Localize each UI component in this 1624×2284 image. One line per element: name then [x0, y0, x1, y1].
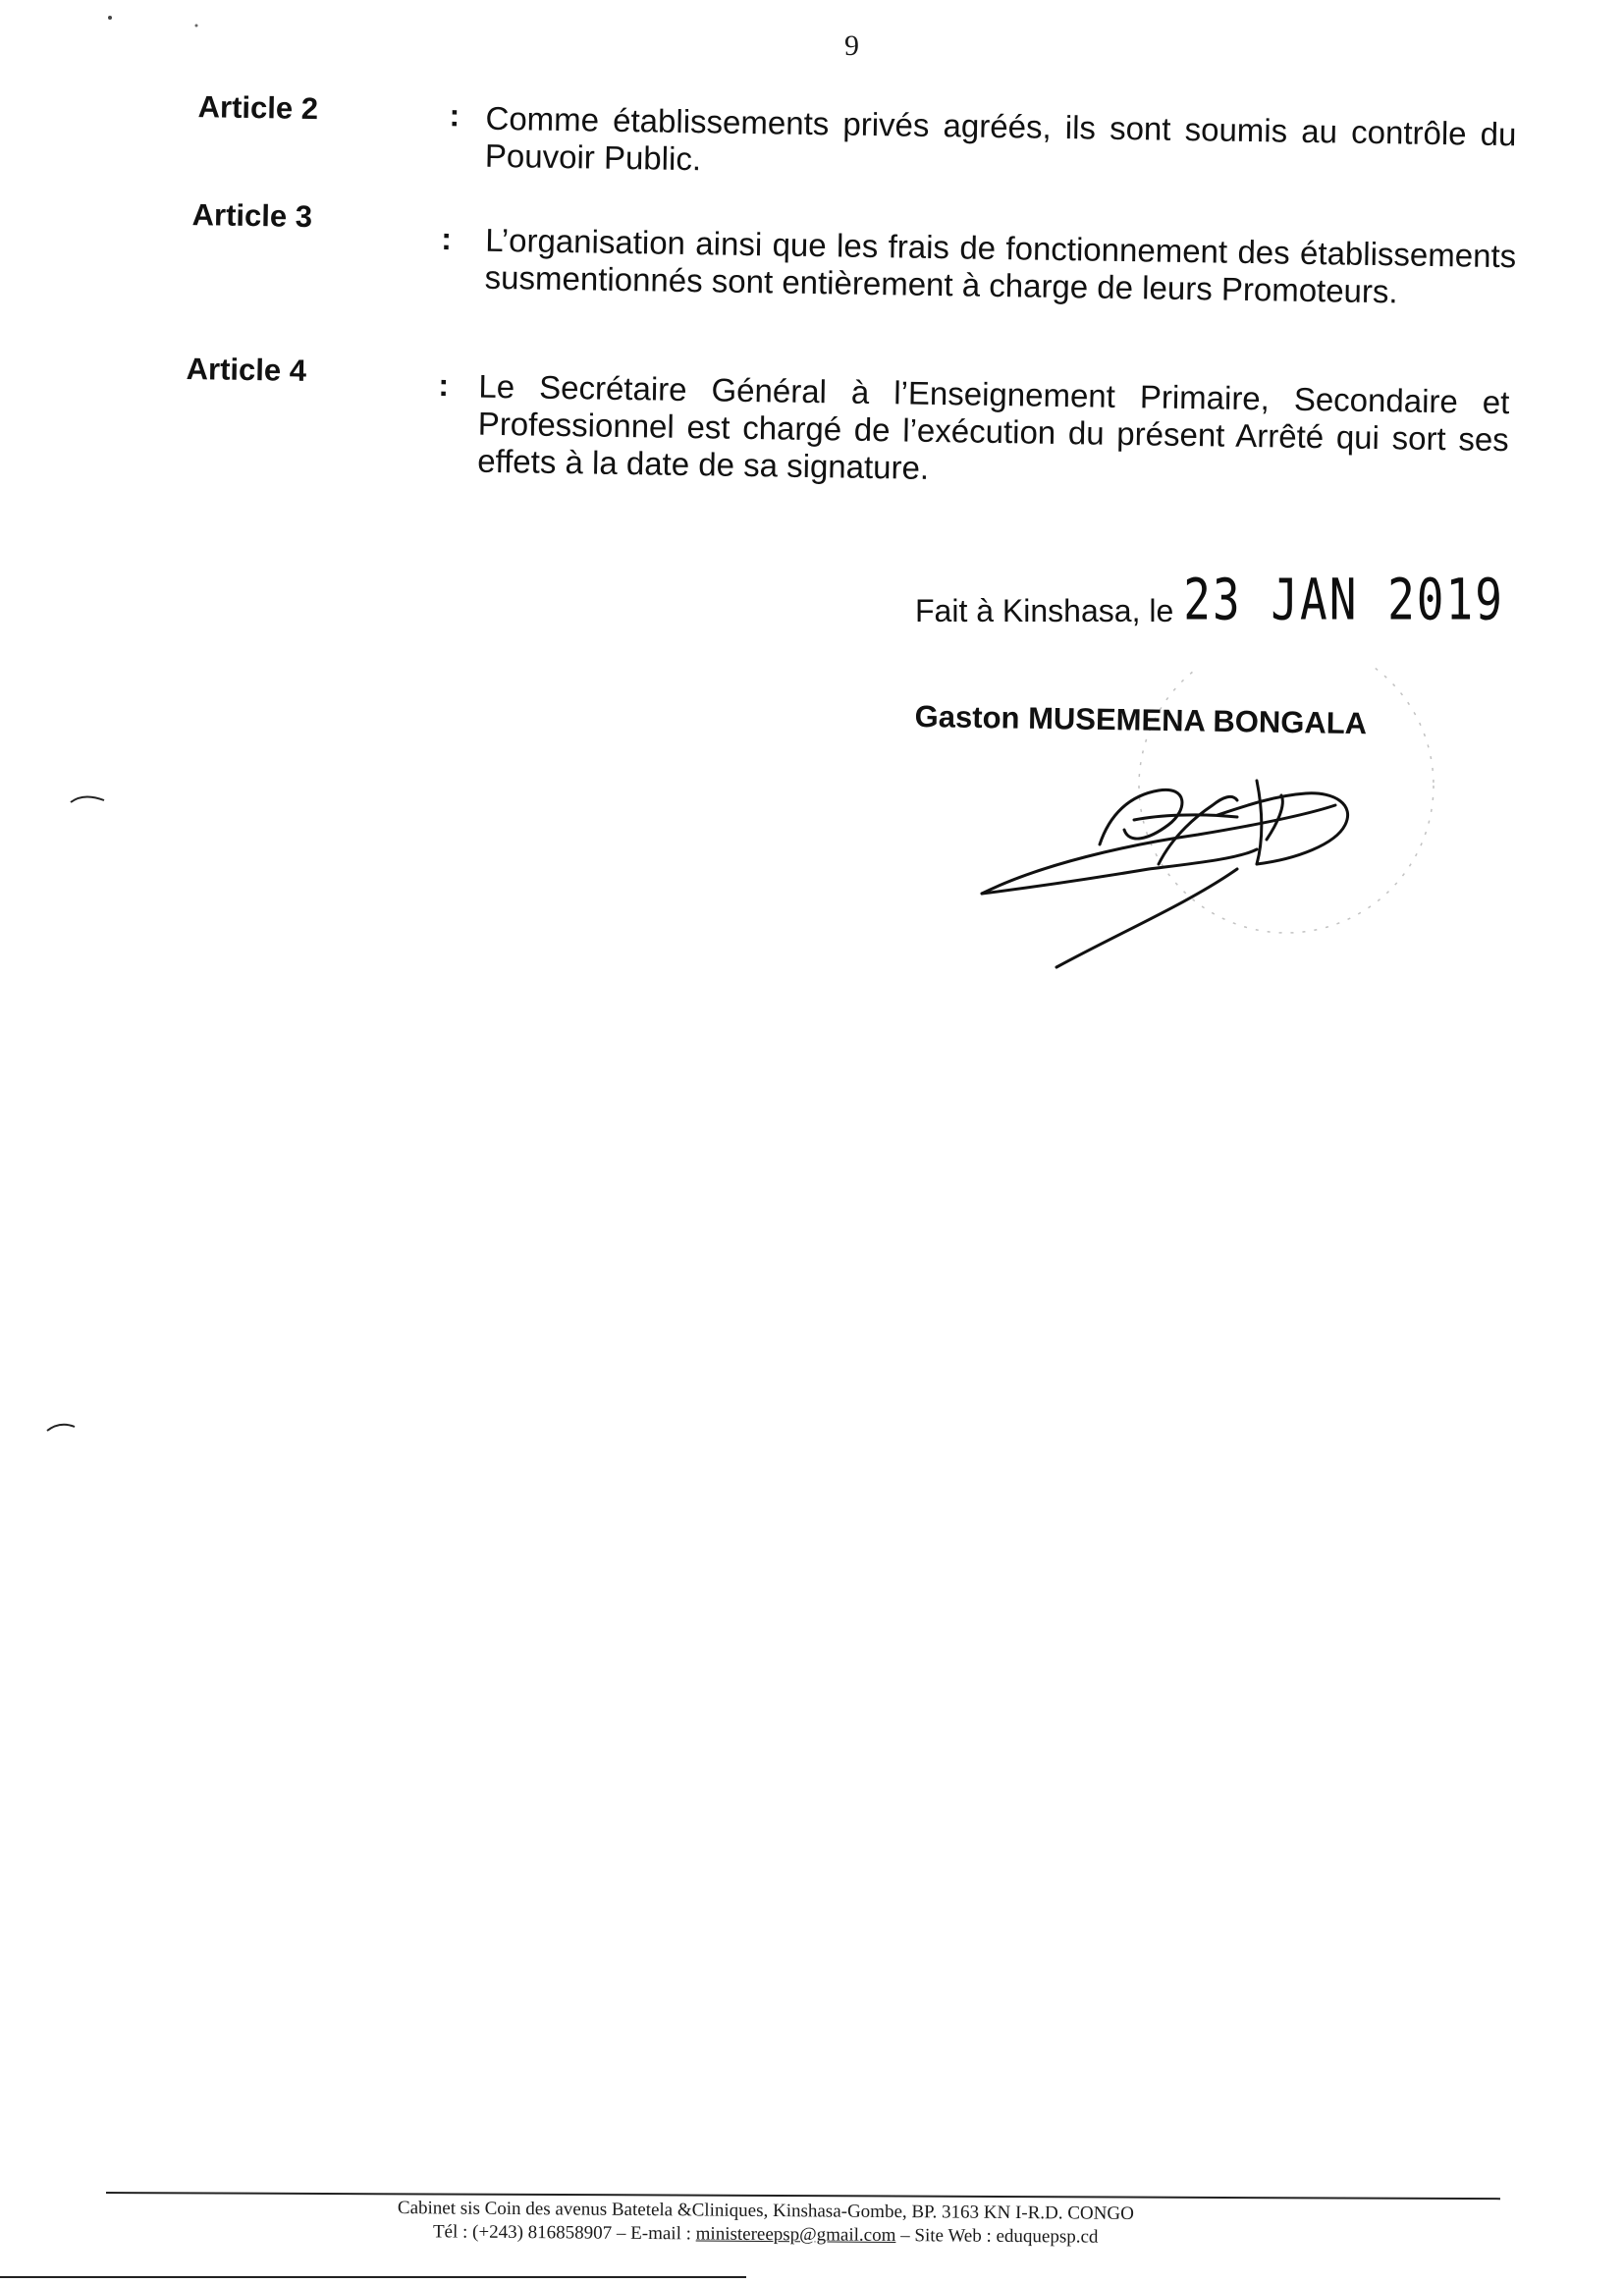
- footer-divider-bottom: [0, 2276, 746, 2278]
- article-3: [0, 194, 1624, 310]
- article-4: [0, 349, 1624, 486]
- article-label: Article 3: [191, 197, 313, 234]
- footer-phone: Tél : (+243) 816858907: [432, 2221, 613, 2244]
- signatory-name: Gaston MUSEMENA BONGALA: [914, 699, 1368, 741]
- article-label: Article 2: [197, 89, 319, 127]
- article-label: Article 4: [186, 351, 307, 388]
- scan-mark-left-1: [69, 790, 108, 810]
- footer-address: Cabinet sis Coin des avenus Batetela &Cliniques, Kinshasa-Gombe, BP. 3163 KN I-R.D. CONGO: [397, 2198, 1134, 2224]
- article-colon: :: [438, 367, 450, 404]
- footer-web: – Site Web : eduquepsp.cd: [900, 2225, 1099, 2248]
- footer-email-label: – E-mail :: [616, 2222, 692, 2245]
- footer-email[interactable]: ministereepsp@gmail.com: [695, 2223, 896, 2247]
- place-prefix: Fait à Kinshasa, le: [915, 593, 1174, 628]
- date-stamp: 23 JAN 2019: [1183, 566, 1504, 632]
- scan-mark-top-left: [106, 14, 204, 33]
- article-text: L’organisation ainsi que les frais de fonctionnement des établissements susmentionnés sont entièrement à charge de leurs Promoteurs.: [484, 221, 1517, 310]
- signing-date-line: [915, 566, 1504, 632]
- article-2: [0, 86, 1624, 178]
- article-text: Comme établissements privés agréés, ils sont soumis au contrôle du Pouvoir Public.: [484, 99, 1517, 178]
- page-number: 9: [844, 29, 859, 62]
- article-colon: :: [449, 97, 460, 134]
- article-colon: :: [441, 221, 453, 257]
- footer: [295, 2196, 1237, 2251]
- handwritten-signature: [982, 781, 1348, 967]
- scan-mark-left-2: [45, 1419, 84, 1439]
- article-text: Le Secrétaire Général à l’Enseignement Primaire, Secondaire et Professionnel est chargé de l’exécution du présent Arrêté qui sort ses effets à la date de sa signature.: [476, 367, 1510, 486]
